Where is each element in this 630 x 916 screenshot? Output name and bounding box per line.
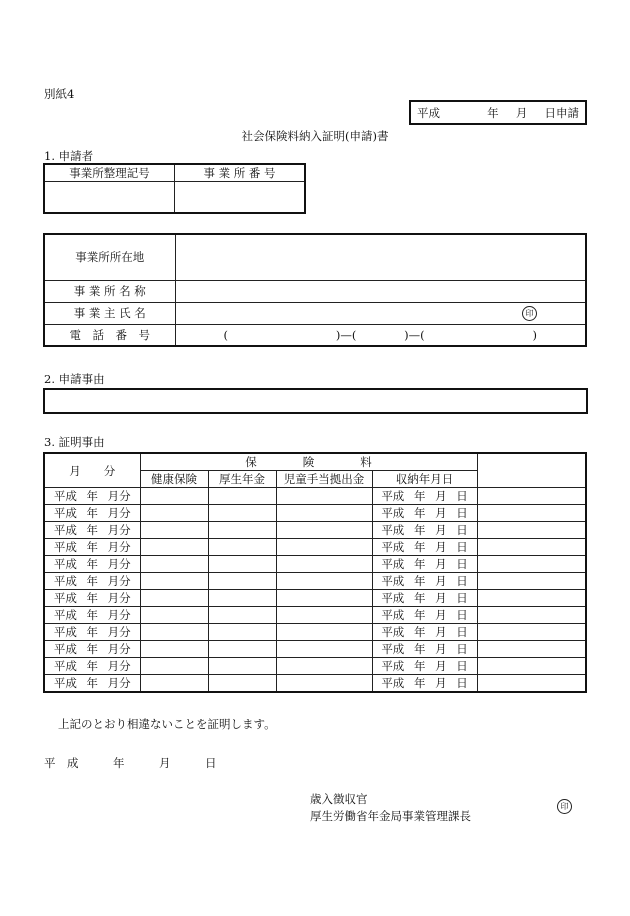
- date-part: 年: [413, 608, 426, 622]
- date-part: 年: [413, 642, 426, 656]
- date-part: 年: [86, 642, 98, 656]
- child-cell[interactable]: [276, 556, 372, 573]
- date-part: 平成: [53, 540, 77, 554]
- col-pension: 厚生年金: [208, 471, 276, 488]
- health-cell[interactable]: [140, 556, 208, 573]
- date-part: 日: [456, 557, 468, 571]
- date-cell[interactable]: [372, 505, 477, 522]
- col-health: 健康保険: [140, 471, 208, 488]
- date-part: 月分: [107, 659, 131, 673]
- reason-field[interactable]: [43, 388, 588, 414]
- date-part: 平成: [381, 642, 405, 656]
- month-cell[interactable]: [44, 675, 140, 693]
- col-child: 児童手当拠出金: [276, 471, 372, 488]
- date-part: 月: [435, 642, 447, 656]
- date-part: 平成: [53, 625, 77, 639]
- month-cell[interactable]: [44, 539, 140, 556]
- date-part: 月: [435, 625, 447, 639]
- date-part: 月: [435, 676, 447, 690]
- premium-header: 保 険 料: [140, 453, 477, 471]
- date-part: 月: [435, 489, 447, 503]
- date-part: 平成: [381, 523, 405, 537]
- col-date: 収納年月日: [372, 471, 477, 488]
- certification-date: 平 成 年 月 日: [44, 756, 217, 770]
- date-part: 月分: [107, 625, 131, 639]
- address-field[interactable]: [175, 234, 586, 280]
- date-part: 年: [86, 676, 98, 690]
- pension-cell[interactable]: [208, 607, 276, 624]
- health-cell[interactable]: [140, 641, 208, 658]
- child-cell[interactable]: [276, 607, 372, 624]
- phone-paren: ): [532, 327, 537, 342]
- date-part: 平成: [381, 574, 405, 588]
- phone-sep: )—(: [335, 327, 357, 342]
- health-cell[interactable]: [140, 607, 208, 624]
- date-part: 日: [456, 625, 468, 639]
- date-part: 月分: [107, 591, 131, 605]
- date-part: 月分: [107, 642, 131, 656]
- date-era: 平成: [417, 105, 440, 120]
- health-cell[interactable]: [140, 658, 208, 675]
- date-part: 平成: [381, 608, 405, 622]
- date-part: 年: [86, 506, 98, 520]
- date-cell[interactable]: [372, 607, 477, 624]
- office-ref-label: 事業所整理記号: [44, 164, 175, 182]
- table-row: [44, 488, 586, 505]
- date-part: 年: [413, 574, 426, 588]
- health-cell[interactable]: [140, 590, 208, 607]
- date-part: 月分: [107, 608, 131, 622]
- pension-cell[interactable]: [208, 522, 276, 539]
- month-cell[interactable]: [44, 488, 140, 505]
- table-row: [44, 607, 586, 624]
- date-part: 年: [413, 540, 426, 554]
- pension-cell[interactable]: [208, 488, 276, 505]
- extra-cell[interactable]: [477, 607, 586, 624]
- extra-cell[interactable]: [477, 488, 586, 505]
- health-cell[interactable]: [140, 522, 208, 539]
- date-part: 年: [413, 659, 426, 673]
- date-part: 年: [86, 591, 98, 605]
- child-cell[interactable]: [276, 658, 372, 675]
- certification-table: [43, 452, 587, 693]
- child-cell[interactable]: [276, 641, 372, 658]
- date-part: 平成: [381, 489, 405, 503]
- date-part: 平成: [381, 557, 405, 571]
- month-cell[interactable]: [44, 522, 140, 539]
- date-part: 平成: [53, 659, 77, 673]
- owner-label: 事 業 主 氏 名: [44, 302, 175, 324]
- date-part: 日: [456, 523, 468, 537]
- month-cell[interactable]: [44, 641, 140, 658]
- date-part: 月: [435, 557, 447, 571]
- child-cell[interactable]: [276, 590, 372, 607]
- month-cell[interactable]: [44, 624, 140, 641]
- date-part: 月分: [107, 506, 131, 520]
- office-no-field[interactable]: [175, 182, 306, 213]
- date-part: 平成: [53, 557, 77, 571]
- date-year: 年: [487, 105, 499, 120]
- child-cell[interactable]: [276, 675, 372, 693]
- extra-cell[interactable]: [477, 573, 586, 590]
- child-cell[interactable]: [276, 505, 372, 522]
- table-row: [44, 624, 586, 641]
- date-part: 平成: [381, 540, 405, 554]
- date-part: 年: [413, 676, 426, 690]
- application-date-box[interactable]: [409, 100, 587, 125]
- date-part: 日: [456, 489, 468, 503]
- child-cell[interactable]: [276, 522, 372, 539]
- section1-heading: 1. 申請者: [44, 149, 94, 163]
- date-part: 平成: [53, 608, 77, 622]
- date-part: 年: [86, 659, 98, 673]
- table-row: [44, 556, 586, 573]
- phone-label: 電 話 番 号: [44, 324, 175, 346]
- date-part: 年: [413, 489, 426, 503]
- date-part: 年: [413, 557, 426, 571]
- date-part: 平成: [53, 523, 77, 537]
- extra-cell[interactable]: [477, 675, 586, 693]
- date-part: 年: [413, 625, 426, 639]
- date-part: 平成: [53, 591, 77, 605]
- owner-field[interactable]: [175, 302, 586, 324]
- date-cell[interactable]: [372, 488, 477, 505]
- child-cell[interactable]: [276, 488, 372, 505]
- extra-cell[interactable]: [477, 556, 586, 573]
- extra-cell[interactable]: [477, 658, 586, 675]
- office-id-table: [43, 163, 306, 214]
- extra-cell[interactable]: [477, 641, 586, 658]
- seal-icon: 印: [522, 306, 537, 321]
- health-cell[interactable]: [140, 624, 208, 641]
- date-part: 日: [456, 608, 468, 622]
- address-label: 事業所所在地: [44, 234, 175, 280]
- office-no-label: 事 業 所 番 号: [175, 164, 306, 182]
- extra-cell[interactable]: [477, 539, 586, 556]
- month-cell[interactable]: [44, 590, 140, 607]
- date-cell[interactable]: [372, 658, 477, 675]
- date-part: 月: [435, 540, 447, 554]
- month-cell[interactable]: [44, 607, 140, 624]
- date-part: 平成: [53, 676, 77, 690]
- pension-cell[interactable]: [208, 641, 276, 658]
- date-part: 月分: [107, 523, 131, 537]
- extra-cell[interactable]: [477, 522, 586, 539]
- table-row: [44, 573, 586, 590]
- child-cell[interactable]: [276, 573, 372, 590]
- date-cell[interactable]: [372, 641, 477, 658]
- table-row: [44, 522, 586, 539]
- table-row: [44, 641, 586, 658]
- date-part: 月: [435, 659, 447, 673]
- date-part: 平成: [53, 489, 77, 503]
- table-row: [44, 590, 586, 607]
- date-part: 日: [456, 506, 468, 520]
- date-part: 平成: [381, 676, 405, 690]
- date-cell[interactable]: [372, 675, 477, 693]
- phone-field[interactable]: [175, 324, 586, 346]
- date-part: 月分: [107, 540, 131, 554]
- health-cell[interactable]: [140, 505, 208, 522]
- child-cell[interactable]: [276, 539, 372, 556]
- health-cell[interactable]: [140, 675, 208, 693]
- table-row: [44, 658, 586, 675]
- table-row: [44, 539, 586, 556]
- pension-cell[interactable]: [208, 624, 276, 641]
- date-part: 月: [435, 591, 447, 605]
- date-part: 月分: [107, 557, 131, 571]
- pension-cell[interactable]: [208, 505, 276, 522]
- pension-cell[interactable]: [208, 556, 276, 573]
- date-part: 年: [413, 523, 426, 537]
- form-title: 社会保険料納入証明(申請)書: [241, 129, 389, 143]
- certify-text: 上記のとおり相違ないことを証明します。: [58, 717, 276, 731]
- date-part: 月分: [107, 574, 131, 588]
- applicant-table: [43, 233, 587, 347]
- date-part: 月: [435, 574, 447, 588]
- date-part: 日: [456, 642, 468, 656]
- issuer-title: 歳入徴収官: [310, 792, 368, 806]
- date-part: 年: [86, 489, 98, 503]
- date-day: 日申請: [544, 105, 579, 120]
- extra-cell[interactable]: [477, 624, 586, 641]
- attachment-label: 別紙4: [44, 87, 75, 101]
- date-part: 日: [456, 540, 468, 554]
- health-cell[interactable]: [140, 573, 208, 590]
- phone-paren: (: [223, 327, 228, 342]
- office-name-label: 事 業 所 名 称: [44, 280, 175, 302]
- date-month: 月: [515, 105, 528, 120]
- date-part: 年: [86, 574, 98, 588]
- month-header: 月 分: [44, 453, 140, 488]
- table-row: [44, 675, 586, 693]
- date-part: 月: [435, 506, 447, 520]
- seal-icon: 印: [557, 799, 572, 814]
- section3-heading: 3. 証明事由: [44, 435, 105, 449]
- section2-heading: 2. 申請事由: [44, 372, 105, 386]
- pension-cell[interactable]: [208, 573, 276, 590]
- date-part: 年: [86, 523, 98, 537]
- date-part: 平成: [53, 574, 77, 588]
- pension-cell[interactable]: [208, 675, 276, 693]
- date-part: 日: [456, 659, 468, 673]
- date-part: 日: [456, 574, 468, 588]
- extra-column: [477, 453, 586, 488]
- date-part: 平成: [381, 659, 405, 673]
- date-part: 月: [435, 608, 447, 622]
- date-cell[interactable]: [372, 539, 477, 556]
- month-cell[interactable]: [44, 556, 140, 573]
- table-row: [44, 505, 586, 522]
- date-cell[interactable]: [372, 624, 477, 641]
- month-cell[interactable]: [44, 658, 140, 675]
- date-part: 年: [86, 557, 98, 571]
- date-part: 平成: [53, 506, 77, 520]
- date-cell[interactable]: [372, 556, 477, 573]
- date-part: 月分: [107, 676, 131, 690]
- issuer-org: 厚生労働省年金局事業管理課長: [310, 809, 471, 823]
- extra-cell[interactable]: [477, 505, 586, 522]
- pension-cell[interactable]: [208, 658, 276, 675]
- pension-cell[interactable]: [208, 539, 276, 556]
- date-part: 平成: [53, 642, 77, 656]
- child-cell[interactable]: [276, 624, 372, 641]
- date-cell[interactable]: [372, 573, 477, 590]
- date-cell[interactable]: [372, 522, 477, 539]
- date-part: 平成: [381, 506, 405, 520]
- health-cell[interactable]: [140, 539, 208, 556]
- extra-cell[interactable]: [477, 590, 586, 607]
- office-ref-field[interactable]: [44, 182, 175, 213]
- date-part: 日: [456, 591, 468, 605]
- date-part: 平成: [381, 591, 405, 605]
- month-cell[interactable]: [44, 505, 140, 522]
- date-part: 年: [413, 506, 426, 520]
- office-name-field[interactable]: [175, 280, 586, 302]
- date-part: 年: [86, 625, 98, 639]
- date-part: 年: [86, 608, 98, 622]
- date-cell[interactable]: [372, 590, 477, 607]
- pension-cell[interactable]: [208, 590, 276, 607]
- date-part: 平成: [381, 625, 405, 639]
- date-part: 年: [413, 591, 426, 605]
- month-cell[interactable]: [44, 573, 140, 590]
- date-part: 月: [435, 523, 447, 537]
- health-cell[interactable]: [140, 488, 208, 505]
- phone-sep: )—(: [404, 327, 425, 342]
- date-part: 日: [456, 676, 468, 690]
- date-part: 月分: [107, 489, 131, 503]
- date-part: 年: [86, 540, 98, 554]
